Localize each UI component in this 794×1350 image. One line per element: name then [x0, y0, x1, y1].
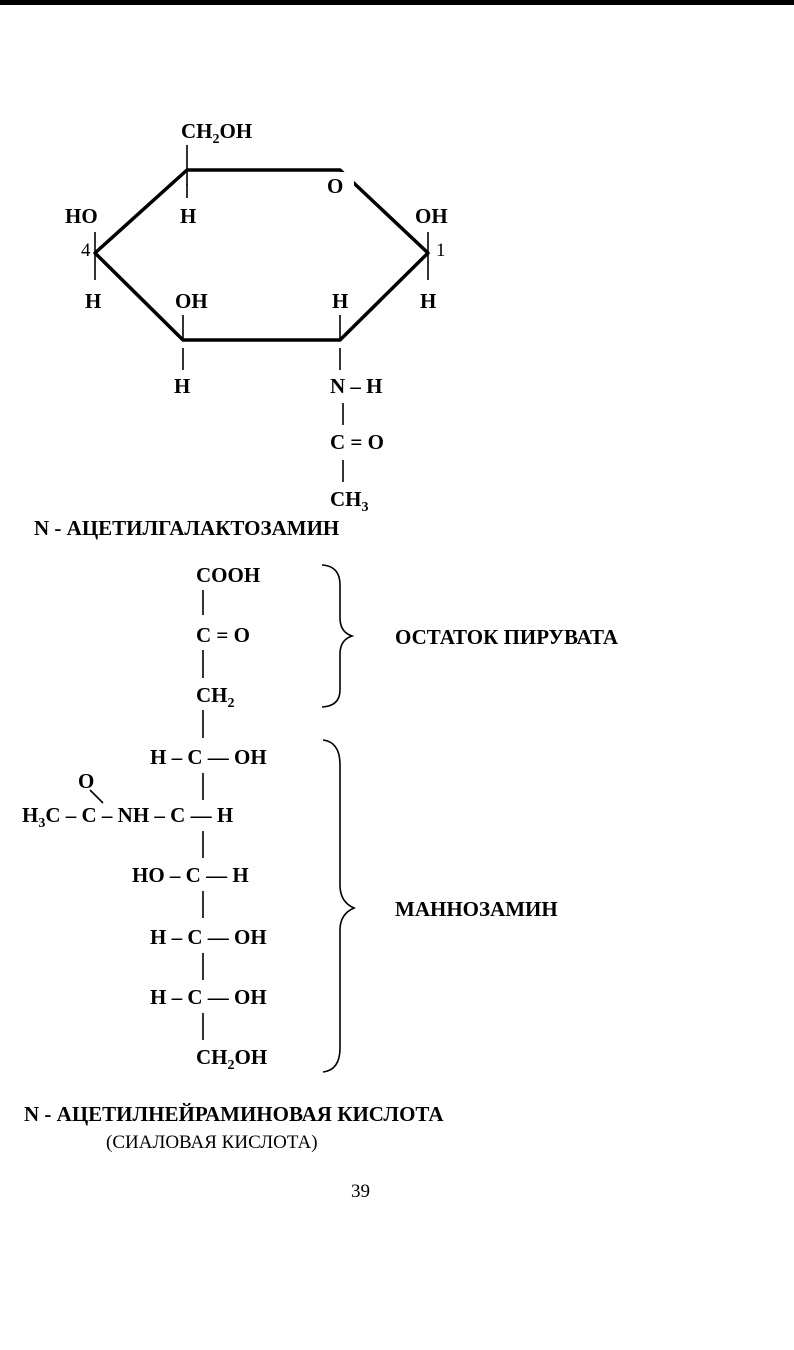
amide-nh: N – H: [330, 374, 383, 398]
pyruvate-brace: [322, 565, 352, 707]
c1-hydrogen: H: [420, 289, 437, 313]
c4-number: 4: [81, 240, 91, 261]
c3-hydrogen: H: [174, 374, 191, 398]
methylene-group: $CH_2$: [196, 683, 235, 711]
carbon-4-row: H – C — OH: [150, 745, 267, 769]
bond: [90, 790, 103, 803]
c2-hydrogen: H: [332, 289, 349, 313]
c4-hydroxyl: HO: [65, 204, 98, 228]
neuraminic-caption: N - АЦЕТИЛНЕЙРАМИНОВАЯ КИСЛОТА: [24, 1102, 444, 1126]
c4-hydrogen: H: [85, 289, 102, 313]
ring-oxygen: O: [327, 174, 344, 198]
neuraminic-acid-structure: [22, 563, 619, 1153]
c3-hydroxyl: OH: [175, 289, 208, 313]
carbon-9-group: $CH_2OH$: [196, 1045, 268, 1073]
carbon-6-row: HO – C — H: [132, 863, 249, 887]
pyruvate-label: ОСТАТОК ПИРУВАТА: [395, 625, 619, 649]
c5-hydrogen: H: [180, 204, 197, 228]
amide-carbonyl: C = O: [330, 430, 384, 454]
keto-group: C = O: [196, 623, 250, 647]
acyl-oxygen: O: [78, 769, 95, 793]
pyranose-ring: [95, 170, 428, 340]
c6-group: $CH_2OH$: [181, 119, 253, 147]
carbon-5-row: $H_3C$ – C – NH – C — H: [22, 803, 234, 831]
galactosamine-caption: N - АЦЕТИЛГАЛАКТОЗАМИН: [34, 516, 340, 540]
mannosamine-brace: [323, 740, 354, 1072]
acetyl-methyl: $CH_3$: [330, 487, 369, 515]
page-number: 39: [351, 1181, 370, 1202]
carbon-7-row: H – C — OH: [150, 925, 267, 949]
mannosamine-label: МАННОЗАМИН: [395, 897, 558, 921]
carboxyl-group: COOH: [196, 563, 261, 587]
sialic-acid-note: (СИАЛОВАЯ КИСЛОТА): [106, 1132, 318, 1153]
c1-number: 1: [436, 240, 446, 261]
carbon-8-row: H – C — OH: [150, 985, 267, 1009]
c1-hydroxyl: OH: [415, 204, 448, 228]
galactosamine-structure: [34, 119, 448, 540]
